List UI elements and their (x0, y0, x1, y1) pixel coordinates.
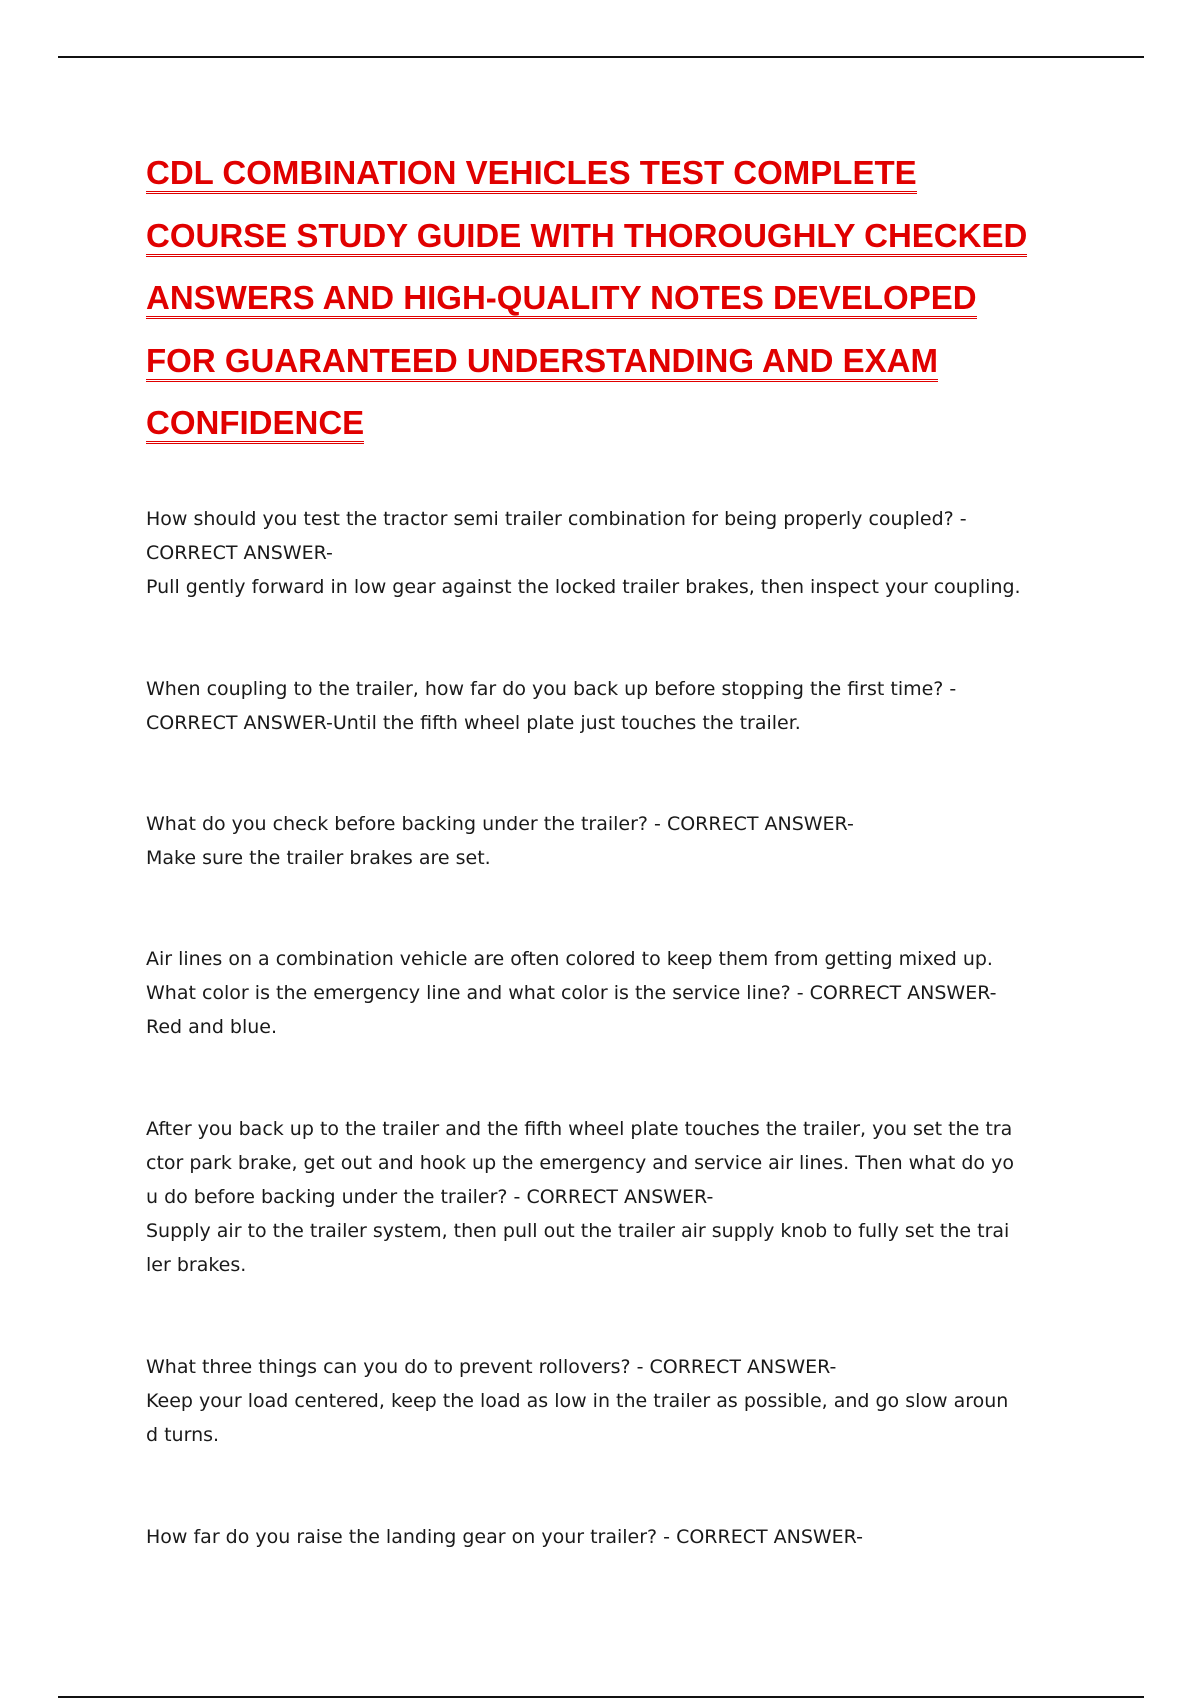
title-line: CDL COMBINATION VEHICLES TEST COMPLETE (146, 142, 1146, 205)
qa-line: Make sure the trailer brakes are set. (146, 847, 491, 869)
title-line: ANSWERS AND HIGH-QUALITY NOTES DEVELOPED (146, 267, 1146, 330)
qa-item (146, 807, 1146, 875)
qa-line: After you back up to the trailer and the fifth wheel plate touches the trailer, you set the tra (146, 1118, 1013, 1140)
bottom-rule (58, 1696, 1144, 1698)
document-title (146, 142, 1146, 455)
qa-item (146, 672, 1146, 740)
top-rule (58, 56, 1144, 58)
qa-line: Supply air to the trailer system, then pull out the trailer air supply knob to fully set the trai (146, 1220, 1010, 1242)
qa-line: Red and blue. (146, 1016, 278, 1038)
qa-line: u do before backing under the trailer? - CORRECT ANSWER- (146, 1186, 714, 1208)
qa-line: ler brakes. (146, 1254, 247, 1276)
qa-line: What color is the emergency line and what color is the service line? - CORRECT ANSWER- (146, 982, 997, 1004)
title-line: COURSE STUDY GUIDE WITH THOROUGHLY CHECKED (146, 205, 1146, 268)
qa-line: How should you test the tractor semi trailer combination for being properly coupled? - (146, 508, 967, 530)
qa-line: Pull gently forward in low gear against the locked trailer brakes, then inspect your coupling. (146, 576, 1021, 598)
qa-line: CORRECT ANSWER-Until the fifth wheel plate just touches the trailer. (146, 712, 801, 734)
qa-line: What three things can you do to prevent rollovers? - CORRECT ANSWER- (146, 1356, 837, 1378)
qa-item (146, 1520, 1146, 1554)
title-line: CONFIDENCE (146, 392, 1146, 455)
qa-line: Keep your load centered, keep the load as low in the trailer as possible, and go slow aroun (146, 1390, 1009, 1412)
qa-line: How far do you raise the landing gear on your trailer? - CORRECT ANSWER- (146, 1526, 863, 1548)
qa-item (146, 502, 1146, 604)
title-line: FOR GUARANTEED UNDERSTANDING AND EXAM (146, 330, 1146, 393)
qa-item (146, 1112, 1146, 1282)
qa-item (146, 1350, 1146, 1452)
qa-item (146, 942, 1146, 1044)
qa-line: Air lines on a combination vehicle are often colored to keep them from getting mixed up. (146, 948, 993, 970)
qa-line: ctor park brake, get out and hook up the emergency and service air lines. Then what do yo (146, 1152, 1014, 1174)
qa-line: d turns. (146, 1424, 220, 1446)
qa-line: When coupling to the trailer, how far do you back up before stopping the first time? - (146, 678, 957, 700)
qa-line: CORRECT ANSWER- (146, 542, 333, 564)
qa-line: What do you check before backing under the trailer? - CORRECT ANSWER- (146, 813, 854, 835)
